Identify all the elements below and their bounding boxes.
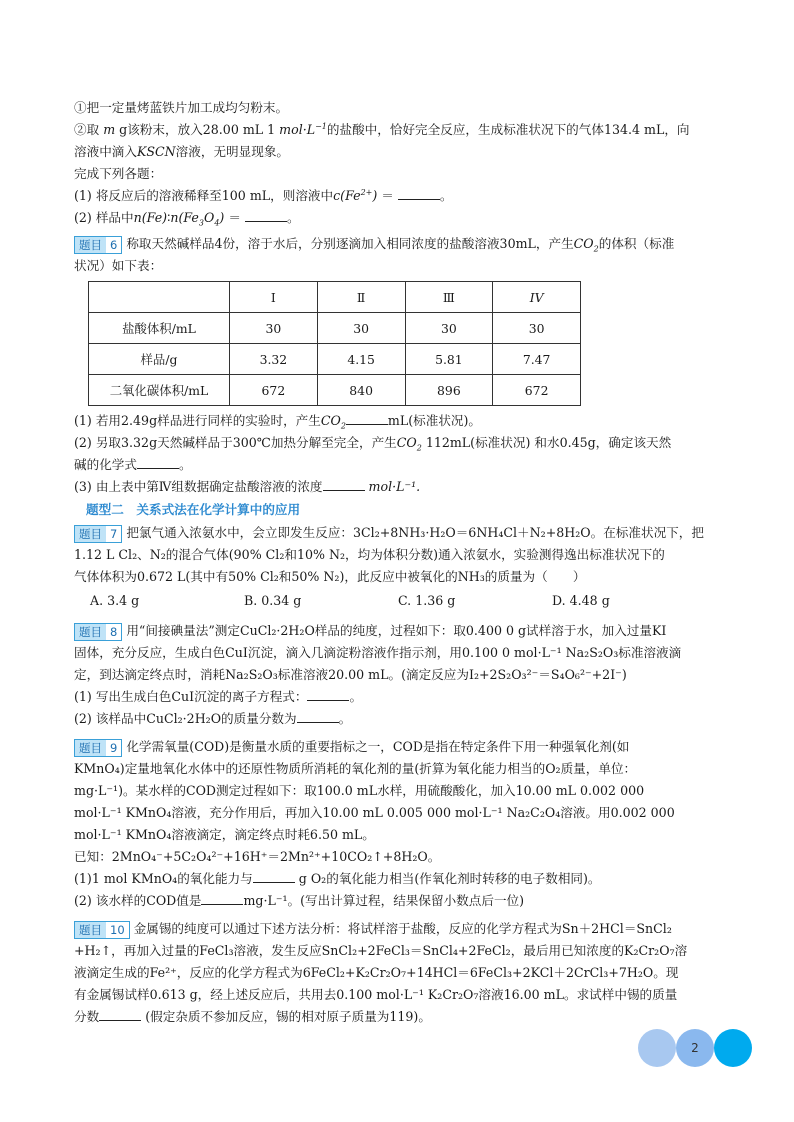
text: 把氯气通入浓氨水中，会立即发生反应：3Cl₂+8NH₃·H₂O＝6NH₄Cl＋N₂+8H₂O。在标准状况下，把 (126, 525, 704, 540)
q6-s2-cont (74, 454, 750, 476)
text: (假定杂质不参加反应，锡的相对原子质量为119)。 (145, 1009, 431, 1024)
text: (1) 将反应后的溶液稀释至100 mL，则溶液中 (74, 188, 334, 203)
table-cell: 盐酸体积/mL (89, 313, 230, 344)
text: 溶液中滴入 (74, 144, 137, 159)
text: 。 (439, 188, 453, 203)
q6-s2 (74, 432, 750, 454)
intro-step2 (74, 119, 750, 141)
table-cell: Ⅲ (405, 282, 493, 313)
table-cell: 样品/g (89, 344, 230, 375)
q10-line4: 有金属锡试样0.613 g，经上述反应后，共用去0.100 mol·L⁻¹ K₂Cr₂O₇溶液16.00 mL。求试样中锡的质量 (74, 987, 678, 1002)
table-cell: 896 (405, 375, 493, 406)
number: 7 (106, 526, 121, 542)
q10-line5 (74, 1006, 750, 1028)
option-c[interactable]: C. 1.36 g (398, 593, 456, 608)
table-cell: 30 (493, 313, 581, 344)
intro-q2: (2) 样品中$n(Fe)∶n(Fe_3O_4)$ ＝ 。 (74, 210, 300, 228)
option-d[interactable]: D. 4.48 g (552, 593, 610, 608)
answer-blank[interactable] (253, 870, 295, 883)
text: (1) 若用2.49g样品进行同样的实验时，产生 (74, 413, 321, 428)
q8-line2: 固体，充分反应，生成白色CuI沉淀，滴入几滴淀粉溶液作指示剂，用0.100 0 mol·L⁻¹ Na₂S₂O₃标准溶液滴 (74, 645, 682, 660)
text: 112mL(标准状况) 和水0.45g，确定该天然 (421, 435, 672, 450)
text: g该粉末，放入28.00 mL 1 (115, 122, 280, 137)
kscn: KSCN (136, 144, 176, 159)
text: (1)1 mol KMnO₄的氧化能力与 (74, 871, 253, 886)
table-cell (89, 282, 230, 313)
q9-s1 (74, 868, 750, 890)
q8-s1 (74, 686, 750, 708)
content (74, 97, 750, 1028)
q7-line2: 1.12 L Cl₂、N₂的混合气体(90% Cl₂和10% N₂，均为体积分数)通入浓氨水，实验测得逸出标准状况下的 (74, 547, 665, 562)
table-cell: Ⅰ (230, 282, 318, 313)
answer-blank[interactable] (99, 1008, 141, 1021)
badge-circle-left (638, 1029, 676, 1067)
intro-prompt: 完成下列各题： (74, 166, 163, 181)
q9-known: 已知：2MnO₄⁻+5C₂O₄²⁻+16H⁺＝2Mn²⁺+10CO₂↑+8H₂O。 (74, 849, 441, 864)
table-cell: 30 (405, 313, 493, 344)
number: 10 (106, 922, 129, 938)
text: 。 (178, 457, 192, 472)
text: 用“间接碘量法”测定CuCl₂·2H₂O样品的纯度，过程如下：取0.400 0 g试样溶于水，加入过量KI (126, 623, 667, 638)
q6-s1 (74, 410, 750, 432)
number: 6 (106, 237, 121, 253)
q10-line1 (74, 918, 750, 940)
text: 溶液，无明显现象。 (175, 144, 290, 159)
formula: $n(Fe_3O_4)$ (170, 210, 225, 228)
text: 的盐酸中，恰好完全反应，生成标准状况下的气体134.4 mL，向 (326, 122, 690, 137)
q6-line1 (74, 233, 750, 255)
q7-line3: 气体体积为0.672 L(其中有50% Cl₂和50% N₂)，此反应中被氧化的NH₃的质量为（ ） (74, 569, 586, 584)
data-table (88, 281, 581, 406)
label: 题目 (75, 922, 106, 938)
page-number: 2 (691, 1041, 699, 1055)
answer-blank[interactable] (297, 710, 339, 723)
q9-line2: KMnO₄)定量地氧化水体中的还原性物质所消耗的氧化剂的量(折算为氧化能力相当的O₂质量，单位： (74, 761, 637, 776)
question-label (74, 236, 122, 254)
text: ②取 (74, 122, 104, 137)
label: 题目 (75, 526, 106, 542)
question-label (74, 739, 122, 757)
answer-blank[interactable] (137, 456, 179, 469)
text: (3) 由上表中第Ⅳ组数据确定盐酸溶液的浓度 (74, 479, 323, 494)
table-cell: 30 (317, 313, 405, 344)
table-cell: IV (493, 282, 581, 313)
label: 题目 (75, 237, 106, 253)
table-cell: 672 (493, 375, 581, 406)
option-a[interactable]: A. 3.4 g (90, 593, 140, 608)
text: (2) 另取3.32g天然碱样品于300℃加热分解至完全，产生 (74, 435, 397, 450)
table-cell: 5.81 (405, 344, 493, 375)
label: 题目 (75, 624, 106, 640)
text: 。 (349, 689, 363, 704)
formula: $c(Fe^{2+})$ (333, 187, 378, 203)
answer-blank[interactable] (346, 412, 388, 425)
q10-line2: +H₂↑，再加入过量的FeCl₃溶液，发生反应SnCl₂+2FeCl₃＝SnCl₄+2FeCl₂，最后用已知浓度的K₂Cr₂O₇溶 (74, 943, 688, 958)
intro-step2-cont (74, 141, 750, 163)
unit-mol: $mol\cdot L^{-1}$ (279, 121, 327, 137)
intro-q1: (1) 将反应后的溶液稀释至100 mL，则溶液中$c(Fe^{2+})$ ＝ 。 (74, 187, 453, 203)
formula: $CO_2$ (396, 435, 422, 453)
question-label (74, 921, 130, 939)
table-cell: 4.15 (317, 344, 405, 375)
answer-blank[interactable] (323, 478, 365, 491)
q9-line1 (74, 736, 750, 758)
text: 分数 (74, 1009, 100, 1024)
q9-line3: mg·L⁻¹)。某水样的COD测定过程如下：取100.0 mL水样，用硫酸酸化，加入10.00 mL 0.002 000 (74, 783, 645, 798)
answer-blank[interactable] (398, 187, 440, 200)
table-row (89, 375, 581, 406)
var-m: m (103, 122, 116, 137)
text: (2) 该样品中CuCl₂·2H₂O的质量分数为 (74, 711, 297, 726)
text: 。 (338, 711, 352, 726)
q9-line4: mol·L⁻¹ KMnO₄溶液，充分作用后，再加入10.00 mL 0.005 000 mol·L⁻¹ Na₂C₂O₄溶液。用0.002 000 (74, 805, 675, 820)
q8-line3: 定，到达滴定终点时，消耗Na₂S₂O₃标准溶液20.00 mL。(滴定反应为I₂+2S₂O₃²⁻＝S₄O₆²⁻+2I⁻) (74, 667, 627, 682)
table-cell: 7.47 (493, 344, 581, 375)
q8-s2 (74, 708, 750, 730)
answer-blank[interactable] (307, 688, 349, 701)
q9-line5: mol·L⁻¹ KMnO₄溶液滴定，滴定终点时耗6.50 mL。 (74, 827, 375, 842)
text: mL(标准状况)。 (387, 413, 482, 428)
table-cell: 3.32 (230, 344, 318, 375)
q6-s3 (74, 476, 750, 498)
question-label (74, 525, 122, 543)
table-header-row (89, 282, 581, 313)
q7-options (90, 588, 750, 614)
answer-blank[interactable] (245, 209, 287, 222)
text: (2) 该水样的COD值是 (74, 893, 202, 908)
unit: mol·L⁻¹. (368, 479, 421, 494)
option-b[interactable]: B. 0.34 g (244, 593, 302, 608)
formula: $CO_2$ (573, 236, 599, 254)
table-row (89, 344, 581, 375)
text: mg·L⁻¹。(写出计算过程，结果保留小数点后一位) (243, 893, 525, 908)
number: 9 (106, 740, 121, 756)
badge-circle-right (714, 1029, 752, 1067)
number: 8 (106, 624, 121, 640)
text: 碱的化学式 (74, 457, 137, 472)
answer-blank[interactable] (201, 892, 243, 905)
q7-line1 (74, 522, 750, 544)
q8-line1 (74, 620, 750, 642)
table-cell: 30 (230, 313, 318, 344)
text: 称取天然碱样品4份，溶于水后，分别逐滴加入相同浓度的盐酸溶液30mL，产生 (126, 236, 574, 251)
table-cell: Ⅱ (317, 282, 405, 313)
text: g O₂的氧化能力相当(作氧化剂时转移的电子数相同)。 (298, 871, 601, 886)
text: 金属锡的纯度可以通过下述方法分析：将试样溶于盐酸，反应的化学方程式为Sn＋2HCl＝SnCl₂ (133, 921, 672, 936)
text: 。 (286, 210, 300, 225)
table-cell: 840 (317, 375, 405, 406)
table-cell: 二氧化碳体积/mL (89, 375, 230, 406)
text: (2) 样品中 (74, 210, 134, 225)
q10-line3: 液滴定生成的Fe²⁺，反应的化学方程式为6FeCl₂+K₂Cr₂O₇+14HCl＝6FeCl₃+2KCl＋2CrCl₃+7H₂O。现 (74, 965, 679, 980)
table-row (89, 313, 581, 344)
intro-step1: ①把一定量烤蓝铁片加工成均匀粉末。 (74, 100, 289, 115)
q6-line2: 状况）如下表： (74, 258, 163, 273)
text: (1) 写出生成白色CuI沉淀的离子方程式： (74, 689, 308, 704)
q9-s2 (74, 890, 750, 912)
section-title: 题型二 关系式法在化学计算中的应用 (86, 502, 301, 517)
text: 的体积（标准 (598, 236, 675, 251)
formula: n(Fe) (133, 210, 168, 225)
table-cell: 672 (230, 375, 318, 406)
question-label (74, 623, 122, 641)
text: 化学需氧量(COD)是衡量水质的重要指标之一，COD是指在特定条件下用一种强氧化剂(如 (126, 739, 630, 754)
formula: $CO_2$ (320, 413, 346, 431)
label: 题目 (75, 740, 106, 756)
